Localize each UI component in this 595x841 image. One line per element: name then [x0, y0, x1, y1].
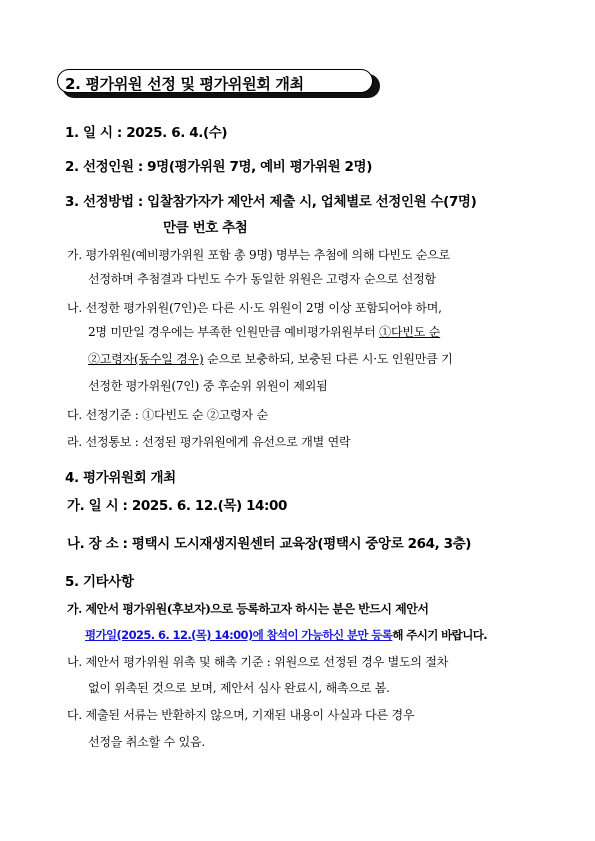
section-header — [57, 69, 382, 100]
etc-da-line2: 선정을 취소할 수 있음. — [88, 735, 205, 749]
etc-na-line1: 나. 제안서 평가위원 위촉 및 해촉 기준 : 위원으로 선정된 경우 별도의 절차 — [67, 655, 449, 669]
method-na-line2 — [88, 323, 440, 340]
method-na-line3-underlined: ②고령자(동수일 경우) — [88, 352, 204, 366]
etc-ga-line1 — [67, 598, 428, 617]
method-na-line2-underlined: ①다빈도 순 — [379, 325, 441, 339]
committee-date: 가. 일 시 : 2025. 6. 12.(목) 14:00 — [67, 498, 288, 514]
method-na-line4: 선정한 평가위원(7인) 중 후순위 위원이 제외됨 — [88, 379, 328, 393]
method-da: 다. 선정기준 : ①다빈도 순 ②고령자 순 — [67, 408, 268, 422]
etc-ga-line2-highlight: 평가일(2025. 6. 12.(목) 14:00)에 참석이 가능하신 분만 등록 — [85, 628, 393, 642]
section-title: 2. 평가위원 선정 및 평가위원회 개최 — [65, 75, 304, 93]
etc-ga-line1-text: 가. 제안서 평가위원(후보자)으로 등록하고자 하시는 분은 반드시 제안서 — [67, 602, 429, 616]
section-header-box — [57, 69, 373, 93]
method-ga-line1: 가. 평가위원(예비평가위원 포함 총 9명) 명부는 추첨에 의해 다빈도 순으로 — [67, 248, 450, 262]
item-method-line1: 3. 선정방법 : 입찰참가자가 제안서 제출 시, 업체별로 선정인원 수(7명) — [65, 194, 477, 210]
committee-place: 나. 장 소 : 평택시 도시재생지원센터 교육장(평택시 중앙로 264, 3층) — [67, 536, 472, 552]
committee-heading: 4. 평가위원회 개최 — [65, 470, 176, 486]
etc-da-line1: 다. 제출된 서류는 반환하지 않으며, 기재된 내용이 사실과 다른 경우 — [67, 708, 415, 722]
method-na-line1: 나. 선정한 평가위원(7인)은 다른 시·도 위원이 2명 이상 포함되어야 하며, — [67, 301, 442, 315]
method-ra: 라. 선정통보 : 선정된 평가위원에게 유선으로 개별 연락 — [67, 435, 351, 449]
method-na-line2-text: 2명 미만일 경우에는 부족한 인원만큼 예비평가위원부터 — [88, 325, 380, 339]
method-na-line3 — [88, 350, 453, 367]
etc-ga-line2-text: 해 주시기 바랍니다. — [392, 628, 487, 642]
etc-ga-line2 — [85, 624, 487, 643]
etc-heading: 5. 기타사항 — [65, 574, 134, 590]
item-members: 2. 선정인원 : 9명(평가위원 7명, 예비 평가위원 2명) — [65, 159, 372, 175]
etc-na-line2: 없이 위촉된 것으로 보며, 제안서 심사 완료시, 해촉으로 봄. — [88, 681, 390, 695]
item-method-line2: 만큼 번호 추첨 — [163, 220, 248, 236]
method-na-line3-text: 순으로 보충하되, 보충된 다른 시·도 인원만큼 기 — [203, 352, 453, 366]
method-ga-line2: 선정하며 추첨결과 다빈도 수가 동일한 위원은 고령자 순으로 선정함 — [88, 272, 436, 286]
item-date: 1. 일 시 : 2025. 6. 4.(수) — [65, 125, 228, 141]
